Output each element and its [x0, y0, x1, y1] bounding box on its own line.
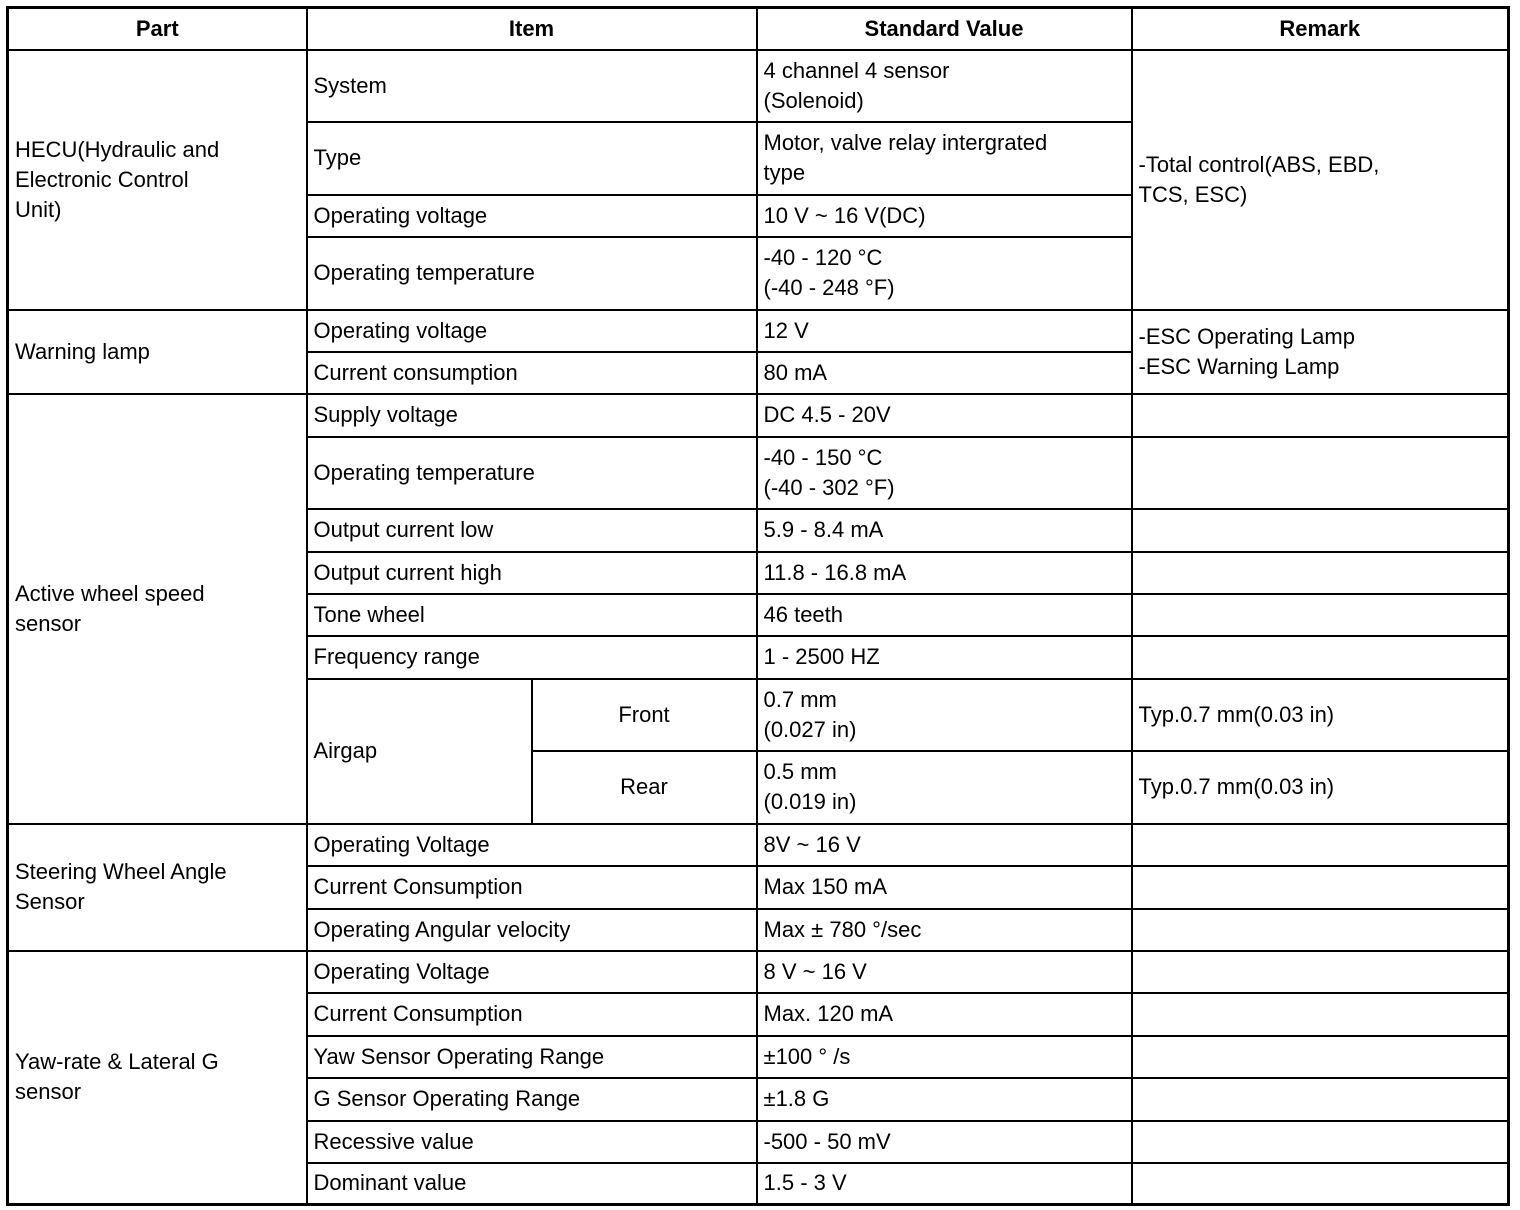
table-row [8, 310, 1509, 352]
item-cell: Tone wheel [307, 594, 757, 636]
remark-cell [1132, 509, 1509, 552]
part-cell-wheel-speed-sensor: Active wheel speed sensor [8, 394, 307, 824]
value-cell: DC 4.5 - 20V [757, 394, 1132, 437]
value-cell: 8V ~ 16 V [757, 824, 1132, 866]
value-cell: -40 - 120 °C (-40 - 248 °F) [757, 237, 1132, 310]
value-cell: Max 150 mA [757, 866, 1132, 909]
item-cell: Type [307, 122, 757, 195]
item-cell: Current Consumption [307, 993, 757, 1036]
value-cell: 8 V ~ 16 V [757, 951, 1132, 993]
item-cell: Frequency range [307, 636, 757, 679]
remark-cell [1132, 993, 1509, 1036]
item-cell: Operating voltage [307, 195, 757, 237]
table-row [8, 394, 1509, 437]
item-cell: G Sensor Operating Range [307, 1078, 757, 1121]
item-cell: Operating voltage [307, 310, 757, 352]
table-row [8, 951, 1509, 993]
item-cell: Output current low [307, 509, 757, 552]
value-cell: 12 V [757, 310, 1132, 352]
remark-cell [1132, 866, 1509, 909]
item-cell: Yaw Sensor Operating Range [307, 1036, 757, 1078]
value-cell: 11.8 - 16.8 mA [757, 552, 1132, 594]
remark-cell [1132, 951, 1509, 993]
remark-cell [1132, 636, 1509, 679]
header-remark: Remark [1132, 8, 1509, 50]
remark-cell [1132, 1163, 1509, 1205]
value-cell: Max ± 780 °/sec [757, 909, 1132, 951]
part-cell-steering-sensor: Steering Wheel Angle Sensor [8, 824, 307, 951]
airgap-label: Airgap [307, 679, 532, 824]
remark-cell: Typ.0.7 mm(0.03 in) [1132, 751, 1509, 824]
value-cell: 1.5 - 3 V [757, 1163, 1132, 1205]
item-cell: Operating temperature [307, 237, 757, 310]
remark-cell [1132, 394, 1509, 437]
item-cell: Operating temperature [307, 437, 757, 509]
item-cell: Supply voltage [307, 394, 757, 437]
remark-cell: Typ.0.7 mm(0.03 in) [1132, 679, 1509, 751]
part-cell-hecu: HECU(Hydraulic and Electronic Control Unit) [8, 50, 307, 310]
item-cell: Operating Angular velocity [307, 909, 757, 951]
value-cell: 10 V ~ 16 V(DC) [757, 195, 1132, 237]
remark-cell-warning-lamp: -ESC Operating Lamp -ESC Warning Lamp [1132, 310, 1509, 394]
remark-cell [1132, 437, 1509, 509]
value-cell: Motor, valve relay intergrated type [757, 122, 1132, 195]
header-standard-value: Standard Value [757, 8, 1132, 50]
value-cell: 80 mA [757, 352, 1132, 394]
value-cell: -40 - 150 °C (-40 - 302 °F) [757, 437, 1132, 509]
item-cell: Current Consumption [307, 866, 757, 909]
part-cell-yaw-sensor: Yaw-rate & Lateral G sensor [8, 951, 307, 1205]
airgap-rear-label: Rear [532, 751, 757, 824]
item-cell: Current consumption [307, 352, 757, 394]
remark-cell [1132, 909, 1509, 951]
item-cell: Output current high [307, 552, 757, 594]
remark-cell [1132, 824, 1509, 866]
item-cell: Dominant value [307, 1163, 757, 1205]
item-cell: Recessive value [307, 1121, 757, 1163]
remark-cell-hecu: -Total control(ABS, EBD, TCS, ESC) [1132, 50, 1509, 310]
table-row [8, 50, 1509, 122]
value-cell: ±1.8 G [757, 1078, 1132, 1121]
value-cell: -500 - 50 mV [757, 1121, 1132, 1163]
remark-cell [1132, 552, 1509, 594]
remark-cell [1132, 1121, 1509, 1163]
item-cell: Operating Voltage [307, 824, 757, 866]
value-cell: ±100 ° /s [757, 1036, 1132, 1078]
value-cell: 5.9 - 8.4 mA [757, 509, 1132, 552]
spec-table [6, 6, 1510, 1206]
part-cell-warning-lamp: Warning lamp [8, 310, 307, 394]
value-cell: 46 teeth [757, 594, 1132, 636]
header-item: Item [307, 8, 757, 50]
item-cell: System [307, 50, 757, 122]
value-cell: 4 channel 4 sensor (Solenoid) [757, 50, 1132, 122]
header-part: Part [8, 8, 307, 50]
value-cell: 0.7 mm (0.027 in) [757, 679, 1132, 751]
airgap-front-label: Front [532, 679, 757, 751]
remark-cell [1132, 1036, 1509, 1078]
header-row [8, 8, 1509, 50]
item-cell: Operating Voltage [307, 951, 757, 993]
table-row [8, 824, 1509, 866]
remark-cell [1132, 1078, 1509, 1121]
value-cell: 1 - 2500 HZ [757, 636, 1132, 679]
value-cell: 0.5 mm (0.019 in) [757, 751, 1132, 824]
remark-cell [1132, 594, 1509, 636]
value-cell: Max. 120 mA [757, 993, 1132, 1036]
